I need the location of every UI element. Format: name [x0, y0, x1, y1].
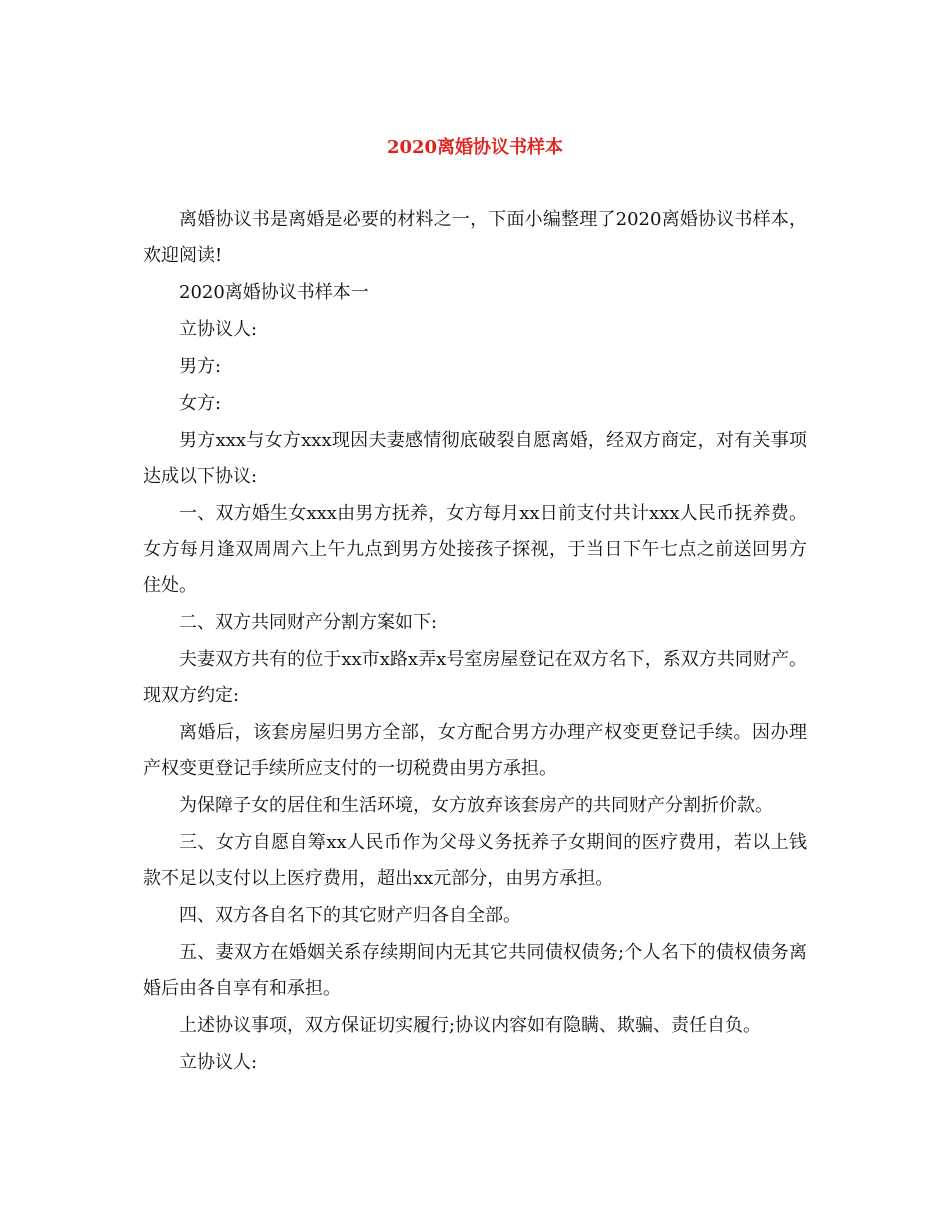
clause-two-heading: 二、双方共同财产分割方案如下: — [179, 612, 438, 633]
document-body — [143, 202, 807, 1082]
house-paragraph: 离婚后，该套房屋归男方全部，女方配合男方办理产权变更登记手续。因办理产权变更登记手续所应支付的一切税费由男方承担。 — [143, 722, 807, 779]
clause-four: 四、双方各自名下的其它财产归各自全部。 — [179, 905, 521, 926]
clause-one: 一、双方婚生女xxx由男方抚养，女方每月xx日前支付共计xxx人民币抚养费。女方每月逢双周周六上午九点到男方处接孩子探视，于当日下午七点之前送回男方住处。 — [143, 503, 807, 596]
clause-five: 五、妻双方在婚姻关系存续期间内无其它共同债权债务;个人名下的债权债务离婚后由各自享有和承担。 — [143, 942, 807, 999]
signature-label: 立协议人: — [179, 1052, 258, 1073]
agreement-preamble: 男方xxx与女方xxx现因夫妻感情彻底破裂自愿离婚，经双方商定，对有关事项达成以下协议: — [143, 430, 807, 487]
female-party-label: 女方: — [179, 393, 222, 414]
commitment-paragraph: 上述协议事项，双方保证切实履行;协议内容如有隐瞒、欺骗、责任自负。 — [179, 1015, 762, 1036]
parties-label: 立协议人: — [179, 319, 258, 340]
intro-paragraph: 离婚协议书是离婚是必要的材料之一，下面小编整理了2020离婚协议书样本，欢迎阅读! — [143, 209, 807, 266]
waiver-paragraph: 为保障子女的居住和生活环境，女方放弃该套房产的共同财产分割折价款。 — [179, 795, 773, 816]
sample-heading: 2020离婚协议书样本一 — [179, 282, 369, 303]
clause-three: 三、女方自愿自筹xx人民币作为父母义务抚养子女期间的医疗费用，若以上钱款不足以支付以上医疗费用，超出xx元部分，由男方承担。 — [143, 832, 807, 889]
document-title: 2020离婚协议书样本 — [386, 137, 564, 158]
property-paragraph: 夫妻双方共有的位于xx市x路x弄x号室房屋登记在双方名下，系双方共同财产。现双方约定: — [143, 649, 807, 706]
male-party-label: 男方: — [179, 356, 222, 377]
